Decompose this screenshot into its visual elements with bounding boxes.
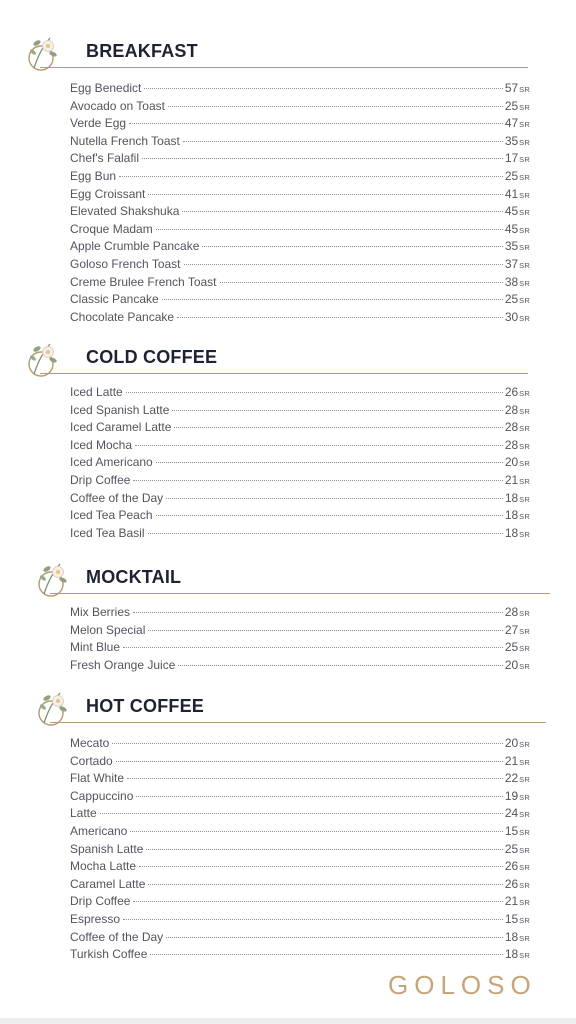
item-price: 24SR (504, 806, 530, 821)
menu-item (70, 239, 530, 257)
item-name: Apple Crumble Pancake (70, 239, 200, 254)
dot-leader (184, 263, 503, 265)
currency-label: SR (519, 661, 530, 671)
item-name: Drip Coffee (70, 472, 131, 487)
currency-label: SR (519, 626, 530, 636)
dot-leader (168, 105, 503, 107)
menu-item (70, 930, 530, 948)
item-name: Chocolate Pancake (70, 309, 175, 324)
menu-item (70, 151, 530, 169)
item-name: Drip Coffee (70, 894, 131, 909)
currency-label: SR (519, 102, 530, 112)
dot-leader (133, 900, 502, 902)
currency-label: SR (519, 459, 530, 469)
item-price: 21SR (504, 894, 530, 909)
menu-item (70, 824, 530, 842)
goloso-logo: GOLOSO (388, 970, 537, 1000)
currency-label: SR (519, 951, 530, 961)
menu-item (70, 222, 530, 240)
currency-label: SR (519, 225, 530, 235)
menu-item (70, 169, 530, 187)
section-hot-coffee (0, 687, 576, 962)
menu-item (70, 736, 530, 754)
menu-item (70, 81, 530, 99)
item-price: 28SR (504, 420, 530, 435)
item-name: Chef's Falafil (70, 151, 139, 166)
dot-leader (133, 611, 503, 613)
item-price: 18SR (504, 525, 530, 540)
dot-leader (178, 664, 502, 666)
item-name: Elevated Shakshuka (70, 204, 180, 219)
currency-label: SR (519, 155, 530, 165)
item-name: Latte (70, 806, 97, 821)
currency-label: SR (519, 529, 530, 539)
dot-leader (130, 830, 502, 832)
item-name: Mix Berries (70, 605, 131, 619)
item-price: 15SR (504, 911, 530, 926)
item-name: Croque Madam (70, 221, 153, 236)
item-name: Iced Latte (70, 385, 123, 399)
menu-item (70, 257, 530, 275)
item-name: Mint Blue (70, 640, 121, 655)
item-price: 38SR (504, 274, 530, 289)
item-name: Coffee of the Day (70, 490, 164, 505)
item-price: 18SR (504, 508, 530, 523)
item-price: 26SR (504, 385, 530, 399)
dot-leader (116, 760, 503, 762)
item-name: Avocado on Toast (70, 98, 165, 113)
dot-leader (166, 936, 503, 938)
item-price: 47SR (504, 116, 530, 131)
section-header (0, 687, 576, 727)
menu-item (70, 491, 530, 509)
item-price: 35SR (504, 133, 530, 148)
menu-item (70, 877, 530, 895)
item-price: 25SR (504, 841, 530, 856)
item-price: 28SR (504, 402, 530, 417)
menu-list (70, 385, 530, 543)
menu-item (70, 894, 530, 912)
dot-leader (162, 298, 503, 300)
item-price: 27SR (504, 622, 530, 637)
item-price: 28SR (504, 605, 530, 619)
menu-item (70, 455, 530, 473)
menu-item (70, 385, 530, 403)
currency-label: SR (519, 863, 530, 873)
dot-leader (135, 444, 503, 446)
item-name: Goloso French Toast (70, 256, 181, 271)
item-name: Melon Special (70, 622, 146, 637)
menu-item (70, 912, 530, 930)
item-name: Cappuccino (70, 788, 134, 803)
item-name: Classic Pancake (70, 292, 159, 307)
menu-item (70, 310, 530, 328)
section-title: MOCKTAIL (86, 567, 182, 587)
currency-label: SR (519, 441, 530, 451)
item-name: Coffee of the Day (70, 929, 164, 944)
item-price: 41SR (504, 186, 530, 201)
item-name: Caramel Latte (70, 876, 146, 891)
item-name: Iced Caramel Latte (70, 420, 172, 435)
currency-label: SR (519, 476, 530, 486)
menu-item (70, 947, 530, 965)
dot-leader (183, 140, 503, 142)
item-name: Nutella French Toast (70, 133, 180, 148)
menu-item (70, 187, 530, 205)
item-name: Mocha Latte (70, 859, 137, 874)
bottom-strip (0, 1018, 576, 1024)
dot-leader (148, 532, 503, 534)
item-price: 28SR (504, 437, 530, 452)
dot-leader (127, 777, 503, 779)
menu-item (70, 134, 530, 152)
currency-label: SR (519, 190, 530, 200)
menu-item (70, 204, 530, 222)
item-price: 45SR (504, 221, 530, 236)
dot-leader (146, 848, 502, 850)
item-price: 20SR (504, 455, 530, 470)
currency-label: SR (519, 827, 530, 837)
section-divider (50, 593, 550, 594)
currency-label: SR (519, 740, 530, 749)
currency-label: SR (519, 406, 530, 416)
currency-label: SR (519, 243, 530, 253)
item-name: Flat White (70, 771, 125, 786)
item-name: Americano (70, 823, 128, 838)
section-divider (40, 373, 528, 374)
dot-leader (136, 795, 502, 797)
menu-item (70, 526, 530, 544)
menu-item (70, 859, 530, 877)
item-name: Iced Tea Peach (70, 508, 153, 523)
item-name: Verde Egg (70, 116, 127, 131)
dot-leader (123, 918, 503, 920)
dot-leader (148, 629, 502, 631)
item-price: 37SR (504, 256, 530, 271)
item-name: Egg Bun (70, 168, 117, 183)
item-name: Fresh Orange Juice (70, 657, 176, 672)
section-header (0, 32, 576, 72)
item-price: 25SR (504, 168, 530, 183)
menu-list (70, 605, 530, 675)
dot-leader (144, 87, 502, 89)
dot-leader (148, 193, 502, 195)
dot-leader (100, 812, 503, 814)
currency-label: SR (519, 757, 530, 767)
currency-label: SR (519, 296, 530, 306)
dot-leader (148, 883, 502, 885)
item-price: 25SR (504, 98, 530, 113)
item-price: 15SR (504, 823, 530, 838)
dot-leader (150, 953, 502, 955)
item-price: 18SR (504, 929, 530, 944)
item-name: Creme Brulee French Toast (70, 274, 217, 289)
item-price: 22SR (504, 771, 530, 786)
dot-leader (166, 497, 503, 499)
currency-label: SR (519, 880, 530, 890)
dot-leader (123, 646, 503, 648)
menu-item (70, 420, 530, 438)
menu-list (70, 736, 530, 965)
menu-item (70, 275, 530, 293)
item-price: 26SR (504, 876, 530, 891)
currency-label: SR (519, 389, 530, 398)
menu-item (70, 806, 530, 824)
currency-label: SR (519, 137, 530, 147)
flower-emblem-icon (24, 338, 68, 382)
menu-item (70, 640, 530, 658)
menu-item (70, 99, 530, 117)
menu-item (70, 438, 530, 456)
menu-item (70, 623, 530, 641)
item-name: Spanish Latte (70, 841, 144, 856)
menu-item (70, 771, 530, 789)
section-divider (50, 722, 546, 723)
item-price: 21SR (504, 472, 530, 487)
menu-item (70, 658, 530, 676)
dot-leader (119, 175, 503, 177)
menu-item (70, 473, 530, 491)
menu-item (70, 508, 530, 526)
item-name: Turkish Coffee (70, 947, 148, 962)
dot-leader (126, 391, 503, 393)
currency-label: SR (519, 792, 530, 802)
dot-leader (142, 157, 503, 159)
section-header (0, 338, 576, 378)
item-price: 25SR (504, 640, 530, 655)
item-price: 25SR (504, 292, 530, 307)
currency-label: SR (519, 172, 530, 182)
item-name: Iced Mocha (70, 437, 133, 452)
currency-label: SR (519, 644, 530, 654)
menu-item (70, 605, 530, 623)
item-name: Mecato (70, 736, 110, 750)
section-cold-coffee (0, 338, 576, 540)
dot-leader (156, 228, 503, 230)
dot-leader (133, 479, 502, 481)
section-header (0, 558, 576, 598)
currency-label: SR (519, 933, 530, 943)
section-mocktail (0, 558, 576, 672)
item-name: Egg Croissant (70, 186, 146, 201)
item-price: 21SR (504, 753, 530, 768)
dot-leader (202, 245, 502, 247)
currency-label: SR (519, 120, 530, 130)
dot-leader (156, 514, 503, 516)
currency-label: SR (519, 313, 530, 323)
item-name: Iced Spanish Latte (70, 402, 170, 417)
item-price: 57SR (504, 81, 530, 95)
menu-item (70, 789, 530, 807)
flower-emblem-icon (34, 558, 78, 602)
item-name: Iced Tea Basil (70, 525, 145, 540)
section-title: HOT COFFEE (86, 696, 204, 716)
item-price: 45SR (504, 204, 530, 219)
menu-item (70, 842, 530, 860)
item-name: Egg Benedict (70, 81, 142, 95)
menu-item (70, 403, 530, 421)
dot-leader (172, 409, 502, 411)
item-price: 20SR (504, 657, 530, 672)
item-price: 30SR (504, 309, 530, 324)
section-breakfast (0, 32, 576, 324)
currency-label: SR (519, 775, 530, 785)
section-title: COLD COFFEE (86, 347, 218, 367)
dot-leader (174, 426, 502, 428)
currency-label: SR (519, 898, 530, 908)
currency-label: SR (519, 609, 530, 618)
currency-label: SR (519, 494, 530, 504)
item-name: Espresso (70, 911, 121, 926)
flower-emblem-icon (24, 32, 68, 76)
dot-leader (182, 210, 502, 212)
section-title: BREAKFAST (86, 41, 198, 61)
menu-item (70, 116, 530, 134)
dot-leader (139, 865, 503, 867)
menu-item (70, 292, 530, 310)
currency-label: SR (519, 512, 530, 522)
item-price: 18SR (504, 490, 530, 505)
item-price: 26SR (504, 859, 530, 874)
dot-leader (112, 742, 502, 744)
menu-list (70, 81, 530, 327)
currency-label: SR (519, 424, 530, 434)
item-name: Iced Americano (70, 455, 153, 470)
currency-label: SR (519, 915, 530, 925)
dot-leader (220, 281, 503, 283)
currency-label: SR (519, 278, 530, 288)
currency-label: SR (519, 810, 530, 820)
currency-label: SR (519, 845, 530, 855)
item-name: Cortado (70, 753, 113, 768)
item-price: 19SR (504, 788, 530, 803)
item-price: 35SR (504, 239, 530, 254)
section-divider (40, 67, 528, 68)
dot-leader (129, 122, 503, 124)
currency-label: SR (519, 85, 530, 94)
dot-leader (156, 461, 503, 463)
flower-emblem-icon (34, 687, 78, 731)
item-price: 18SR (504, 947, 530, 962)
item-price: 20SR (504, 736, 530, 750)
menu-item (70, 754, 530, 772)
currency-label: SR (519, 260, 530, 270)
currency-label: SR (519, 208, 530, 218)
dot-leader (177, 316, 503, 318)
item-price: 17SR (504, 151, 530, 166)
